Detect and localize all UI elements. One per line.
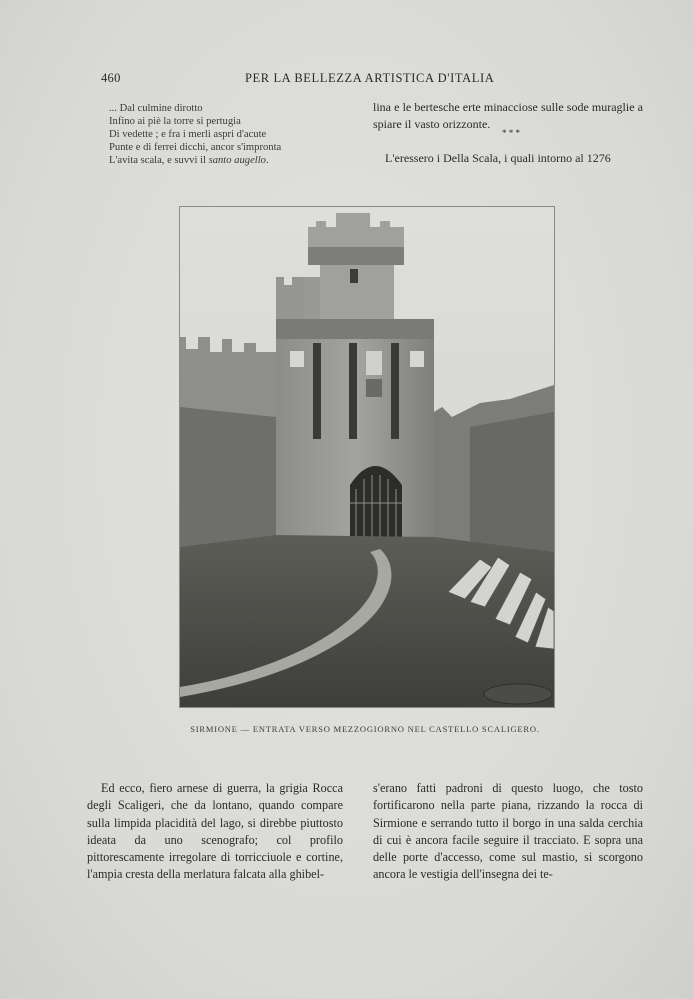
poem-quote	[109, 102, 339, 167]
castle-illustration	[180, 207, 554, 707]
poem-line: ... Dal culmine dirotto	[109, 103, 203, 114]
castle-photograph	[179, 206, 555, 708]
page-number: 460	[101, 71, 121, 85]
poem-line-last	[109, 154, 339, 167]
asterism-divider	[496, 130, 526, 148]
figure-caption: SIRMIONE — ENTRATA VERSO MEZZOGIORNO NEL CASTELLO SCALIGERO.	[190, 724, 540, 734]
next-paragraph-start: L'eressero i Della Scala, i quali intorno al 1276	[385, 151, 611, 165]
running-head	[101, 71, 647, 87]
poem-line: Punte e di ferrei dicchi, ancor s'impronta	[109, 142, 282, 153]
poem-line: Infino ai piè la torre si pertugia	[109, 116, 241, 127]
body-right-text: s'erano fatti padroni di questo luogo, che tosto fortificarono nella parte piana, rizzando la rocca di Sirmione e serrando tutto il borgo in una salda cerchia di cui è ancora facile seguire il tracciato. E sopra una delle porte d'accesso, come sul mastio, si scorgono ancora le vestigia dell'insegna dei te-	[373, 781, 643, 882]
poem-line: Di vedette ; e fra i merli aspri d'acute	[109, 129, 267, 140]
paragraph-end-text: lina e le bertesche erte minacciose sulle sode muraglie a spiare il vasto orizzonte.	[373, 100, 643, 131]
running-title: PER LA BELLEZZA ARTISTICA D'ITALIA	[245, 71, 495, 85]
body-left-text: Ed ecco, fiero arnese di guerra, la grigia Rocca degli Scaligeri, che da lontano, quando compare sulla limpida placidità del lago, si direbbe piuttosto ideata da uno scenografo; col profilo pittorescamente irregolare di torricciuole e cortine, l'ampia cresta della merlatura falcata alla ghibel-	[87, 781, 343, 882]
poem-last-prefix: L'avita scala, e suvvi il	[109, 155, 209, 166]
body-column-right	[373, 780, 643, 884]
poem-last-suffix: .	[265, 155, 269, 166]
asterism-glyphs: * * *	[502, 128, 520, 138]
poem-italic-phrase: santo augello	[208, 155, 266, 166]
body-column-left	[87, 780, 343, 884]
